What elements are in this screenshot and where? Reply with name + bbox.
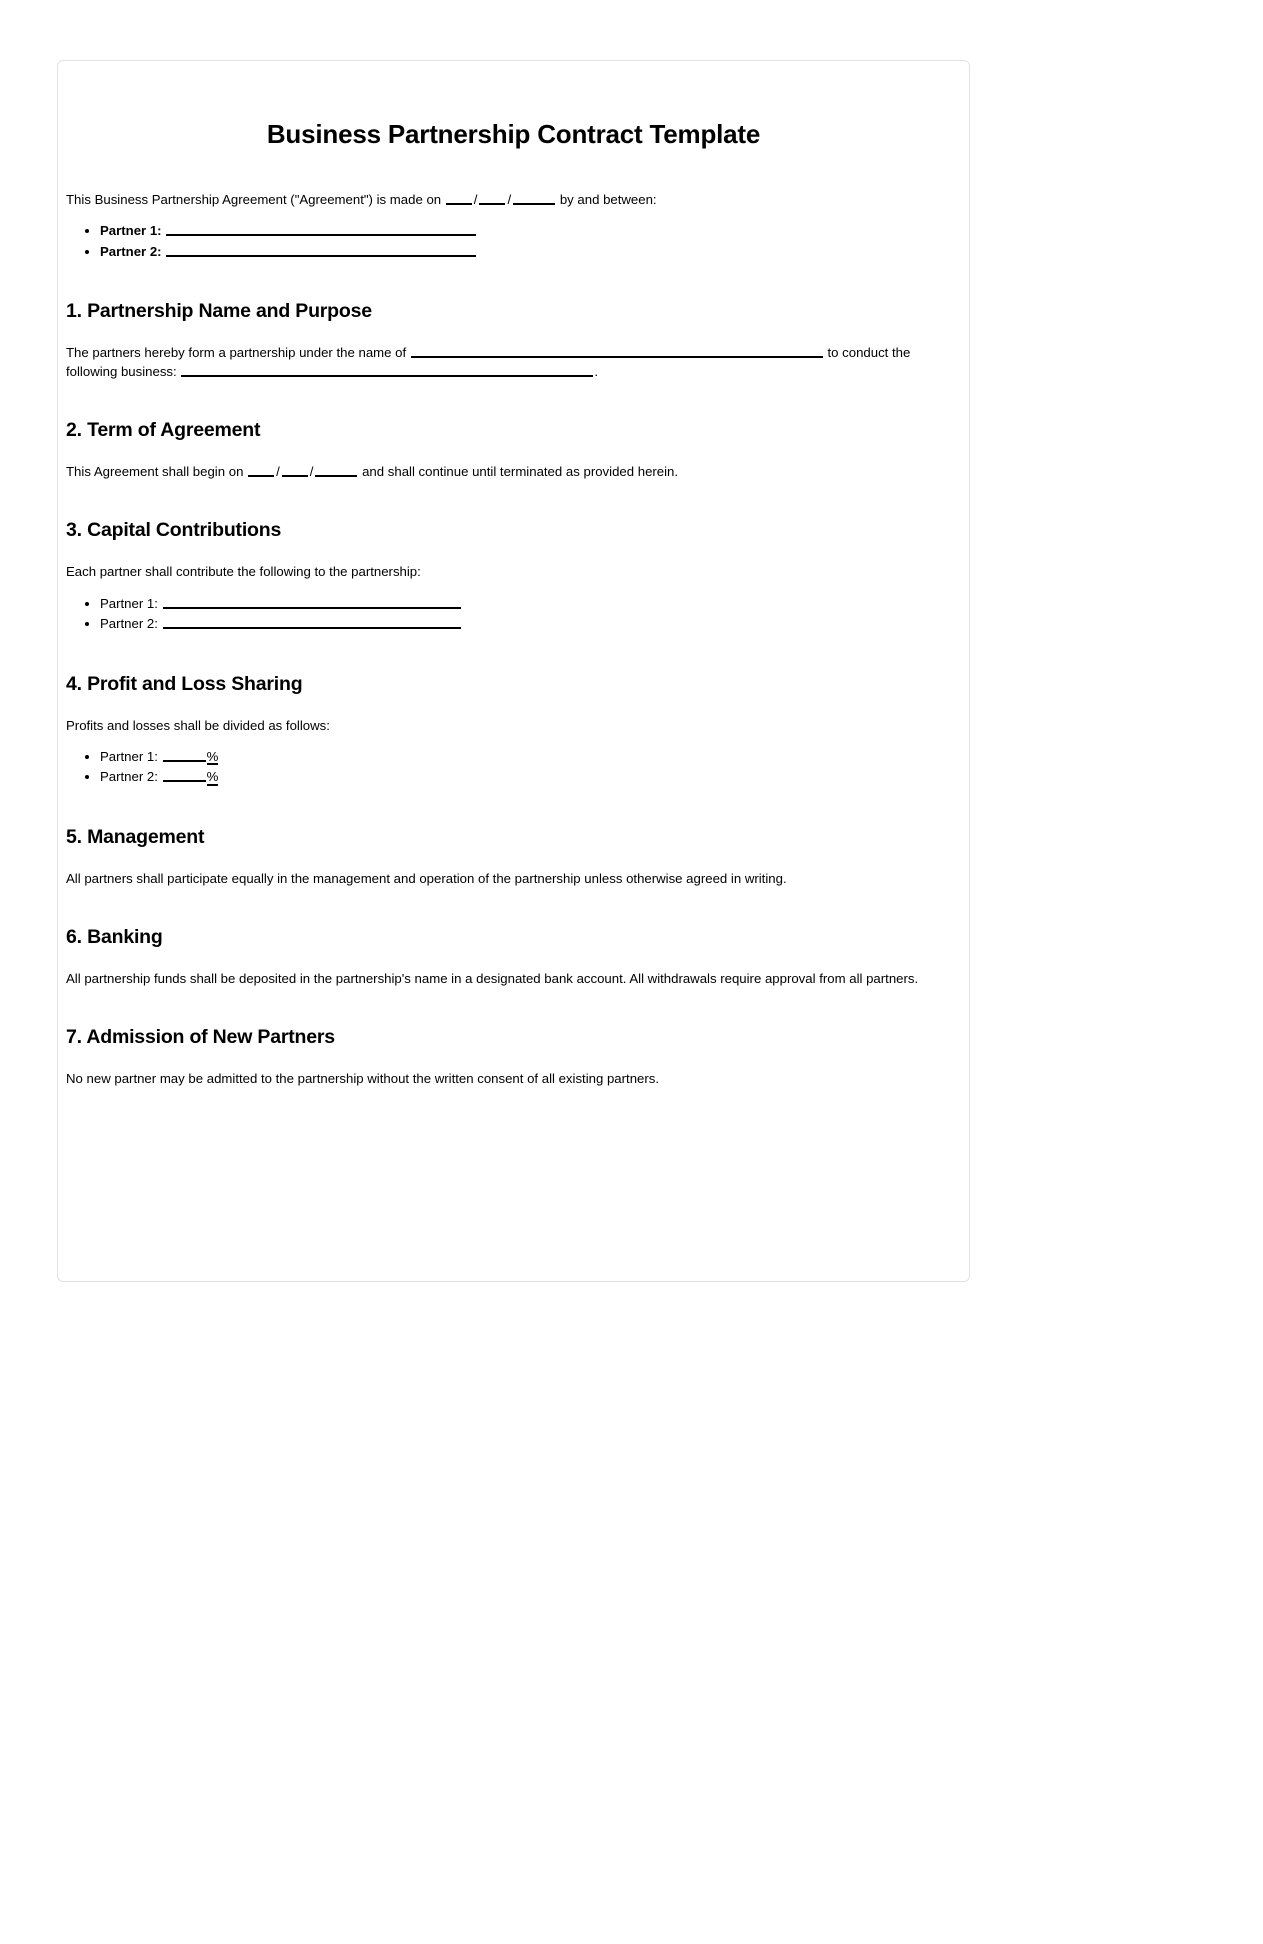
section-heading-7: 7. Admission of New Partners [66,1025,335,1048]
capital-partner-1-blank[interactable] [163,594,461,609]
partner-1-label: Partner 1: [100,223,162,239]
section-heading-3: 3. Capital Contributions [66,519,282,542]
term-day-blank[interactable] [282,463,308,478]
date-day-blank[interactable] [479,190,505,205]
intro-text-after-date: by and between: [559,192,657,207]
profit-partner-1-label: Partner 1: [100,748,158,764]
partner-2-name-blank[interactable] [166,242,476,257]
page-title: Business Partnership Contract Template [266,119,761,149]
percent-symbol-2: % [206,769,219,785]
partnership-name-blank[interactable] [411,344,823,359]
date-separator-3: / [276,464,280,480]
capital-contributions-list [66,594,961,635]
profit-partner-2-blank[interactable] [163,768,206,783]
date-separator-2: / [507,192,512,207]
section-1-paragraph [66,343,961,381]
parties-list [66,221,961,262]
date-month-blank[interactable] [446,190,472,205]
profit-partner-2-label: Partner 2: [100,769,158,785]
date-year-blank[interactable] [513,190,555,205]
intro-date-blank [445,192,556,207]
date-separator-1: / [473,192,478,207]
term-month-blank[interactable] [248,463,274,478]
term-date-blank [247,464,358,479]
section-2-text-after-date: and shall continue until terminated as provided herein. [362,464,679,480]
section-7-paragraph: No new partner may be admitted to the partnership without the written consent of all existing partners. [66,1070,660,1086]
capital-partner-1-label: Partner 1: [100,595,158,611]
document-page [57,60,970,1282]
date-separator-4: / [309,464,314,480]
section-2-paragraph [66,462,961,481]
section-5-paragraph: All partners shall participate equally in the management and operation of the partnership unless otherwise agreed in writing. [66,870,787,886]
list-item [100,767,961,787]
capital-partner-2-blank[interactable] [163,615,461,630]
intro-paragraph [66,190,961,209]
section-6-paragraph: All partnership funds shall be deposited in the partnership's name in a designated bank account. All withdrawals require approval from all partners. [66,970,919,986]
business-purpose-blank[interactable] [181,363,593,378]
term-year-blank[interactable] [315,463,357,478]
section-heading-2: 2. Term of Agreement [66,419,261,442]
list-item [100,614,961,634]
list-item [100,242,961,262]
section-heading-1: 1. Partnership Name and Purpose [66,300,372,323]
list-item [100,747,961,767]
section-heading-6: 6. Banking [66,925,163,948]
capital-partner-2-label: Partner 2: [100,616,158,632]
section-3-paragraph: Each partner shall contribute the following to the partnership: [66,564,421,580]
partner-2-label: Partner 2: [100,243,162,259]
profit-partner-1-blank[interactable] [163,747,206,762]
percent-symbol-1: % [206,748,219,764]
section-1-text-before-name: The partners hereby form a partnership under the name of [66,345,407,361]
list-item [100,594,961,614]
list-item [100,221,961,241]
section-heading-5: 5. Management [66,825,205,848]
partner-1-name-blank[interactable] [166,222,476,237]
section-1-text-after-name: to conduct the following business: [66,345,911,380]
intro-text-before-date: This Business Partnership Agreement ("Agreement") is made on [66,192,442,207]
section-4-paragraph: Profits and losses shall be divided as follows: [66,717,330,733]
document-body [58,119,969,1088]
profit-sharing-list [66,747,961,788]
section-1-text-end: . [594,364,599,380]
section-heading-4: 4. Profit and Loss Sharing [66,672,303,695]
section-2-text-before-date: This Agreement shall begin on [66,464,244,480]
